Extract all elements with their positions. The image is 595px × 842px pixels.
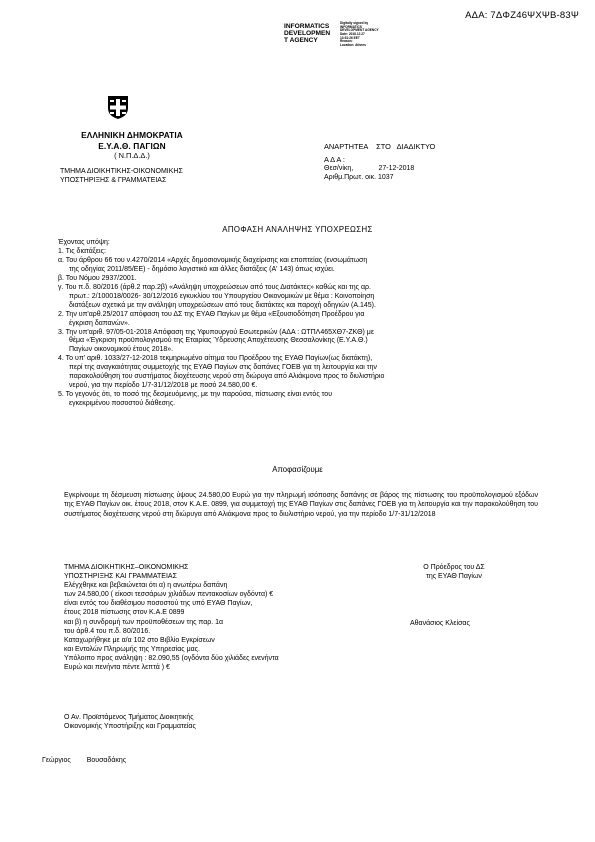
signature-detail-line: Location: Athens	[340, 43, 366, 48]
organization-name: Ε.Υ.Α.Θ. ΠΑΓΙΩΝ	[98, 140, 166, 151]
publish-online-label: ΑΝΑΡΤΗΤΕΑ ΣΤΟ ΔΙΑΔΙΚΤΥΟ	[324, 142, 436, 151]
signature-title: της ΕΥΑΘ Παγίων	[426, 573, 482, 581]
protocol-number: Αριθμ.Πρωτ. οικ. 1037	[324, 173, 394, 181]
verification-line: έτους 2018 πίστωσης στον Κ.Α.Ε 0899	[64, 609, 185, 617]
footer-line: Οικονομικής Υποστήριξης και Γραμματείας	[64, 723, 196, 731]
signature-title: Ο Πρόεδρος του ΔΣ	[423, 564, 485, 571]
considerations-body	[58, 239, 538, 409]
body-line: έγκριση δαπανών».	[69, 319, 130, 327]
approval-paragraph: Εγκρίνουμε τη δέσμευση πίστωσης ύψους 24.580,00 Ευρώ για την πληρωμή ισόποσης δαπάνης σε βάρος της πίστωσης του προϋπολογισμού εξόδων της ΕΥΑΘ Παγίων οικ. έτους 2018, στον Κ.Α.Ε. 0899, για συμμετοχή της ΕΥΑΘ Παγίων στις δαπάνες ΓΟΕΒ για τη λειτουργία και την παρακολούθηση του συστήματος διοχέτευσης νερού στη διώρυγα από Αλιάκμονα προς το διυλιστήριο νερού, για την περίοδο 1/7-31/12/2018	[64, 492, 538, 518]
last-name: Βουσαδάκης	[86, 757, 127, 764]
body-line: διατάξεων σχετικά με την ανάληψη υποχρεώσεων από τους διατάκτες και παροχή οδηγιών (Α.145).	[69, 301, 376, 309]
agency-line: T AGENCY	[284, 37, 318, 45]
footer-line: Ο Αν. Προϊστάμενος Τμήματος Διοικητικής	[64, 714, 194, 721]
body-line: 4. Το υπ' αριθ. 1033/27-12-2018 τεκμηριωμένο αίτημα του Προέδρου της ΕΥΑΘ Παγίων(ως διατάκτη),	[58, 355, 373, 363]
president-signature-block	[404, 563, 504, 581]
department-head-block	[64, 713, 196, 732]
department-line: ΥΠΟΣΤΗΡΙΞΗΣ & ΓΡΑΜΜΑΤΕΙΑΣ	[60, 176, 167, 184]
body-line: της οδηγίας 2011/85/ΕΕ) - δημόσιο λογιστικό και άλλες διατάξεις (Α' 143) όπως ισχύει.	[69, 265, 335, 273]
accounting-verification	[64, 563, 324, 672]
verification-line: είναι εντός του διαθέσιμου ποσοστού της υπό ΕΥΑΘ Παγίων,	[64, 600, 253, 608]
president-name: Αθανάσιος Κλείσας	[410, 620, 470, 627]
body-line: β. Του Νόμου 2937/2001.	[58, 274, 137, 282]
verification-line: Ελέγχθηκε και βεβαιώνεται ότι α) η ανωτέρω δαπάνη	[64, 582, 228, 590]
body-line: εγκεκριμένου ποσοστού διάθεσης.	[69, 400, 176, 408]
ada-code: ΑΔΑ: 7ΔΦΖ46ΨΧΨΒ-83Ψ	[465, 10, 579, 21]
verification-line: των 24.580,00 ( είκοσι τεσσάρων χιλιάδων πεντακοσίων ογδόντα) €	[64, 591, 274, 599]
verification-line: Ευρώ και πενήντα πέντε λεπτά ) €	[64, 664, 170, 672]
legal-form: ( Ν.Π.Δ.Δ.)	[114, 151, 150, 161]
signature-detail-line: Digitally signed by INFORMATICS	[340, 21, 369, 29]
body-line: Παγίων οικονομικού έτους 2018».	[69, 346, 174, 354]
ada-label: Α Δ Α :	[324, 155, 345, 165]
body-line: παρακολούθηση του συστήματος διοχέτευσης νερού στη διώρυγα από Αλιάκμονα προς το διυλιστήριο	[69, 373, 385, 381]
body-line: Έχοντας υπόψη:	[58, 239, 110, 246]
signature-detail-line: DEVELOPMENT AGENCY	[340, 28, 379, 33]
department-header	[60, 168, 183, 186]
verification-line: Καταχωρήθηκε με α/α 102 στο Βιβλίο Εγκρίσεων	[64, 636, 215, 644]
verification-line: και β) η συνδρομή των προϋποθέσεων της παρ. 1α	[64, 618, 224, 626]
document-meta	[324, 142, 435, 183]
greek-emblem-icon	[105, 94, 131, 120]
signature-detail-line: Reason:	[340, 39, 353, 44]
digital-signature-details	[340, 22, 380, 48]
agency-line: DEVELOPMEN	[284, 30, 331, 38]
place-date: Θεσ/νίκη, 27-12-2018	[324, 164, 415, 172]
body-line: 2. Την υπ'αρθ.25/2017 απόφαση του ΔΣ της ΕΥΑΘ Παγίων με θέμα «Εξουσιοδότηση Προέδρου για	[58, 310, 365, 318]
agency-line: INFORMATICS	[284, 23, 330, 30]
signature-agency-block	[284, 23, 330, 44]
department-line: ΤΜΗΜΑ ΔΙΟΙΚΗΤΙΚΗΣ-ΟΙΚΟΝΟΜΙΚΗΣ	[60, 168, 183, 175]
body-line: 5. Το γεγονός ότι, το ποσό της δεσμευόμενης, με την παρούσα, πίστωσης είναι εντός του	[58, 391, 333, 399]
first-name: Γεώργιος	[42, 757, 71, 764]
body-line: 1. Τις διατάξεις:	[58, 247, 106, 255]
verification-line: του άρθ.4 του π.δ. 80/2016.	[64, 627, 151, 635]
document-title: ΑΠΟΦΑΣΗ ΑΝΑΛΗΨΗΣ ΥΠΟΧΡΕΩΣΗΣ	[222, 225, 373, 234]
body-line: νερού, για την περίοδο 1/7-31/12/2018 με ποσό 24.580,00 €.	[69, 382, 258, 390]
body-line: α. Του άρθρου 66 του ν.4270/2014 «Αρχές δημοσιονομικής διαχείρισης και εποπτείας (ενσωμάτωση	[58, 256, 368, 264]
body-line: περί της αναγκαιότητας συμμετοχής της ΕΥΑΘ Παγίων στις δαπάνες ΓΟΕΒ για τη λειτουργία και την	[69, 364, 377, 372]
body-line: 3. Την υπ'αριθ. 97/05-01-2018 Απόφαση της Υφυπουργού Εσωτερικών (ΑΔΑ : ΩΤΠΛ465ΧΘ7-ΖΚΘ) με	[58, 328, 374, 336]
issuer-header	[58, 130, 206, 161]
body-line: γ. Του π.δ. 80/2016 (άρθ.2 παρ.2β) «Ανάληψη υποχρεώσεων από τους Διατάκτες» καθώς και της αρ.	[58, 283, 371, 291]
republic-title: ΕΛΛΗΝΙΚΗ ΔΗΜΟΚΡΑΤΙΑ	[81, 130, 183, 140]
verification-line: και Εντολών Πληρωμής της Υπηρεσίας μας.	[64, 645, 200, 653]
body-line: θέμα «Έγκριση προϋπολογισμού της Εταιρίας Ύδρευσης Αποχέτευσης Θεσσαλονίκης (Ε.Υ.Α.Θ.)	[69, 337, 368, 345]
department-head-name	[42, 757, 126, 766]
signature-detail-line: Date: 2018.12.27	[340, 32, 365, 37]
signature-detail-line: 13:51:26 EET	[340, 35, 360, 40]
verification-line: ΥΠΟΣΤΗΡΙΞΗΣ ΚΑΙ ΓΡΑΜΜΑΤΕΙΑΣ	[64, 573, 177, 581]
verification-line: Υπόλοιπο προς ανάληψη : 82.090,55 (ογδόντα δύο χιλιάδες ενενήντα	[64, 654, 279, 662]
verification-line: ΤΜΗΜΑ ΔΙΟΙΚΗΤΙΚΗΣ–ΟΙΚΟΝΟΜΙΚΗΣ	[64, 564, 189, 571]
decision-heading: Αποφασίζουμε	[272, 465, 323, 474]
body-line: πρωτ.: 2/100018/0026- 30/12/2016 εγκυκλίου του Υπουργείου Οικονομικών με θέμα : Κοινοποίηση	[69, 292, 375, 300]
